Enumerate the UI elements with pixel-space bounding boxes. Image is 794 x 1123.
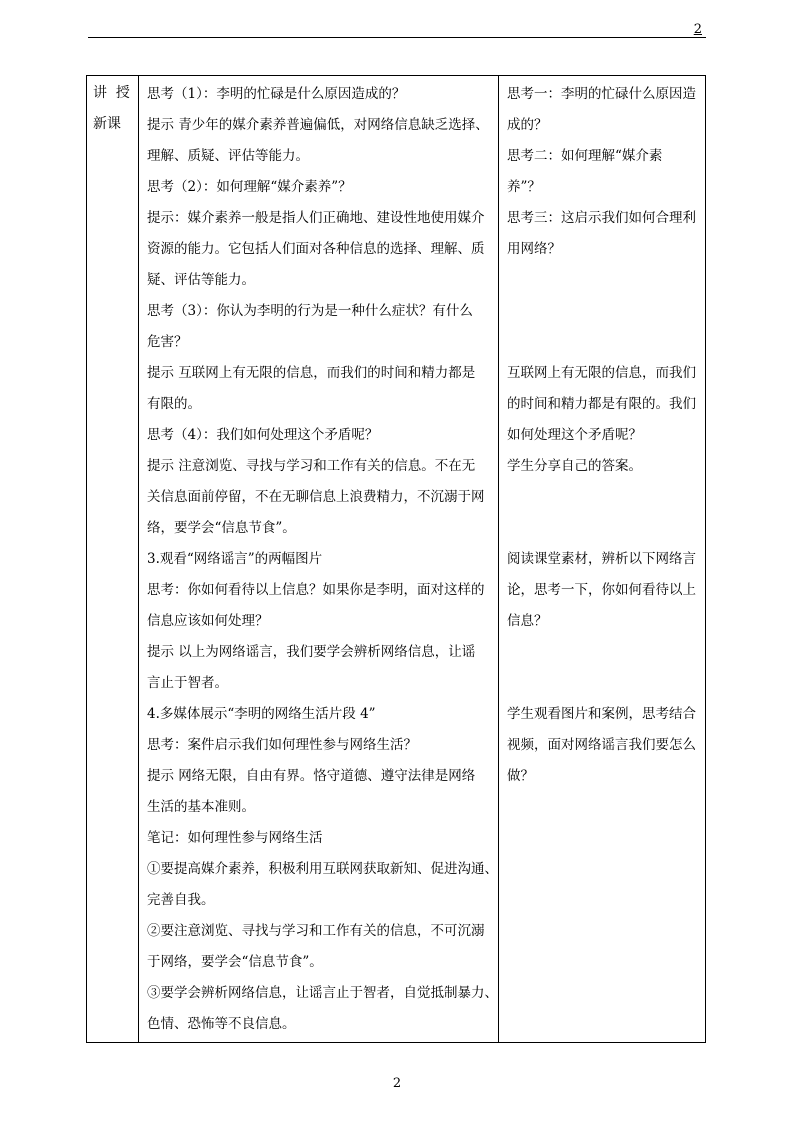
text-line: 完善自我。 <box>147 892 215 908</box>
text-line: 思考三：这启示我们如何合理利 <box>507 210 696 226</box>
text-line: 阅读课堂素材，辨析以下网络言 <box>507 551 696 567</box>
text-line: 危害？ <box>147 334 188 350</box>
section-heading: 3.观看“网络谣言”的两幅图片 <box>147 551 323 567</box>
text-line: 的时间和精力都是有限的。我们 <box>507 396 696 412</box>
header-rule <box>88 37 706 38</box>
text-line: 成的？ <box>507 117 548 133</box>
text-line: 资源的能力。它包括人们面对各种信息的选择、理解、质 <box>147 241 485 257</box>
section-heading: 4.多媒体展示“李明的网络生活片段 4” <box>147 706 376 722</box>
text-line: 提示 互联网上有无限的信息，而我们的时间和精力都是 <box>147 365 476 381</box>
text-line: 提示 注意浏览、寻找与学习和工作有关的信息。不在无 <box>147 458 476 474</box>
text-line: 思考（2）：如何理解“媒介素养”？ <box>147 179 352 195</box>
text-line: 言止于智者。 <box>147 675 228 691</box>
text-line: ③要学会辨析网络信息，让谣言止于智者，自觉抵制暴力、 <box>147 985 498 1001</box>
text-line: 于网络，要学会“信息节食”。 <box>147 954 323 970</box>
text-line: 论，思考一下，你如何看待以上 <box>507 582 696 598</box>
stage-label-line: 新课 <box>93 116 121 132</box>
text-line: 视频，面对网络谣言我们要怎么 <box>507 737 696 753</box>
text-line: ①要提高媒介素养，积极利用互联网获取新知、促进沟通、 <box>147 861 498 877</box>
text-line: 络，要学会“信息节食”。 <box>147 520 296 536</box>
text-line: 如何处理这个矛盾呢？ <box>507 427 642 443</box>
text-line: 思考：你如何看待以上信息？如果你是李明，面对这样的 <box>147 582 485 598</box>
stage-label-line: 讲 授 <box>93 85 130 101</box>
student-activity-cell <box>499 76 705 1042</box>
text-line: 思考（3）：你认为李明的行为是一种什么症状？有什么 <box>147 303 473 319</box>
text-line: 提示 青少年的媒介素养普遍偏低，对网络信息缺乏选择、 <box>147 117 489 133</box>
footer-page-number: 2 <box>392 1076 402 1091</box>
text-line: 思考（1）：李明的忙碌是什么原因造成的？ <box>147 86 406 102</box>
header-page-number: 2 <box>693 22 702 37</box>
lesson-table <box>86 75 706 1043</box>
teacher-activity-cell <box>139 76 499 1042</box>
text-line: 学生观看图片和案例，思考结合 <box>507 706 696 722</box>
text-line: 疑、评估等能力。 <box>147 272 255 288</box>
text-line: 提示 网络无限，自由有界。恪守道德、遵守法律是网络 <box>147 768 476 784</box>
text-line: 互联网上有无限的信息，而我们 <box>507 365 696 381</box>
text-line: 学生分享自己的答案。 <box>507 458 642 474</box>
text-line: 养”？ <box>507 179 541 195</box>
text-line: 有限的。 <box>147 396 201 412</box>
text-line: 生活的基本准则。 <box>147 799 255 815</box>
text-line: 思考二：如何理解“媒介素 <box>507 148 663 164</box>
text-line: 色情、恐怖等不良信息。 <box>147 1016 296 1032</box>
stage-label-cell <box>87 76 139 1042</box>
text-line: 思考（4）：我们如何处理这个矛盾呢？ <box>147 427 379 443</box>
text-line: ②要注意浏览、寻找与学习和工作有关的信息，不可沉溺 <box>147 923 485 939</box>
text-line: 笔记：如何理性参与网络生活 <box>147 830 323 846</box>
text-line: 信息？ <box>507 613 548 629</box>
text-line: 思考：案件启示我们如何理性参与网络生活？ <box>147 737 417 753</box>
text-line: 做？ <box>507 768 534 784</box>
text-line: 关信息面前停留，不在无聊信息上浪费精力，不沉溺于网 <box>147 489 485 505</box>
text-line: 信息应该如何处理？ <box>147 613 269 629</box>
text-line: 提示：媒介素养一般是指人们正确地、建设性地使用媒介 <box>147 210 485 226</box>
text-line: 用网络？ <box>507 241 561 257</box>
text-line: 提示 以上为网络谣言，我们要学会辨析网络信息，让谣 <box>147 644 476 660</box>
text-line: 理解、质疑、评估等能力。 <box>147 148 309 164</box>
text-line: 思考一：李明的忙碌什么原因造 <box>507 86 696 102</box>
